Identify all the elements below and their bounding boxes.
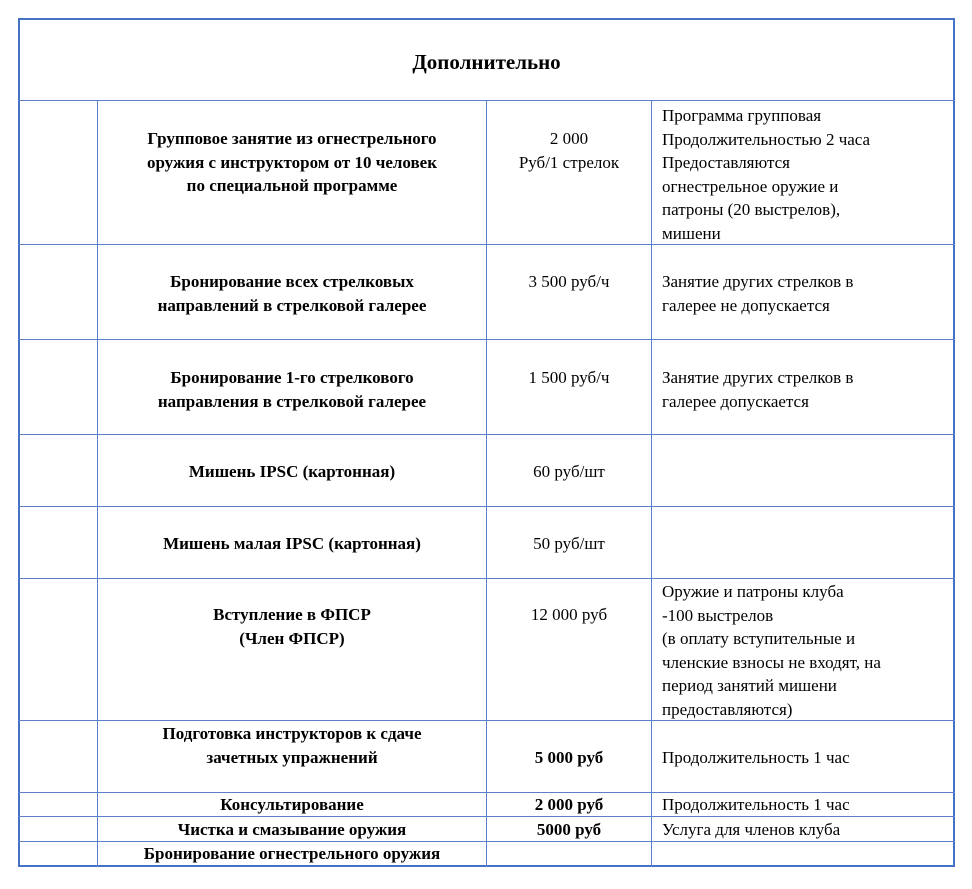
service-price: 12 000 руб	[530, 605, 608, 624]
service-name: Вступление в ФПСР (Член ФПСР)	[213, 605, 371, 648]
service-price: 3 500 руб/ч	[528, 272, 610, 291]
service-price: 5000 руб	[536, 820, 602, 839]
service-name: Подготовка инструкторов к сдаче зачетных упражнений	[162, 724, 422, 767]
service-price: 50 руб/шт	[533, 534, 605, 553]
service-price: 2 000 руб	[534, 795, 604, 814]
service-note: Занятие других стрелков в галерее не допускается	[662, 272, 854, 315]
service-note: Программа групповая Продолжительностью 2 часа Предоставляются огнестрельное оружие и патроны (20 выстрелов), мишени	[662, 106, 871, 243]
service-name: Бронирование 1-го стрелкового направления в стрелковой галерее	[157, 368, 427, 411]
service-note: Услуга для членов клуба	[662, 820, 841, 839]
service-note: Занятие других стрелков в галерее допускается	[662, 368, 854, 411]
service-name: Групповое занятие из огнестрельного оружия с инструктором от 10 человек по специальной программе	[146, 129, 438, 195]
column-divider	[651, 100, 652, 867]
service-name: Консультирование	[220, 795, 364, 814]
service-price: 5 000 руб	[534, 748, 604, 767]
service-name: Чистка и смазывание оружия	[177, 820, 407, 839]
service-name: Бронирование огнестрельного оружия	[143, 844, 441, 863]
service-price: 60 руб/шт	[533, 462, 605, 481]
column-divider	[97, 100, 98, 867]
service-note: Оружие и патроны клуба -100 выстрелов (в оплату вступительные и членские взносы не входят, на период занятий мишени предоставляются)	[662, 582, 881, 719]
column-divider	[486, 100, 487, 867]
service-note: Продолжительность 1 час	[662, 795, 850, 814]
service-price: 2 000 Руб/1 стрелок	[518, 129, 620, 172]
service-name: Мишень IPSC (картонная)	[188, 462, 396, 481]
service-name: Бронирование всех стрелковых направлений в стрелковой галерее	[157, 272, 427, 315]
service-price: 1 500 руб/ч	[528, 368, 610, 387]
service-note: Продолжительность 1 час	[662, 748, 850, 767]
table-title: Дополнительно	[412, 50, 561, 74]
service-name: Мишень малая IPSC (картонная)	[163, 534, 421, 553]
